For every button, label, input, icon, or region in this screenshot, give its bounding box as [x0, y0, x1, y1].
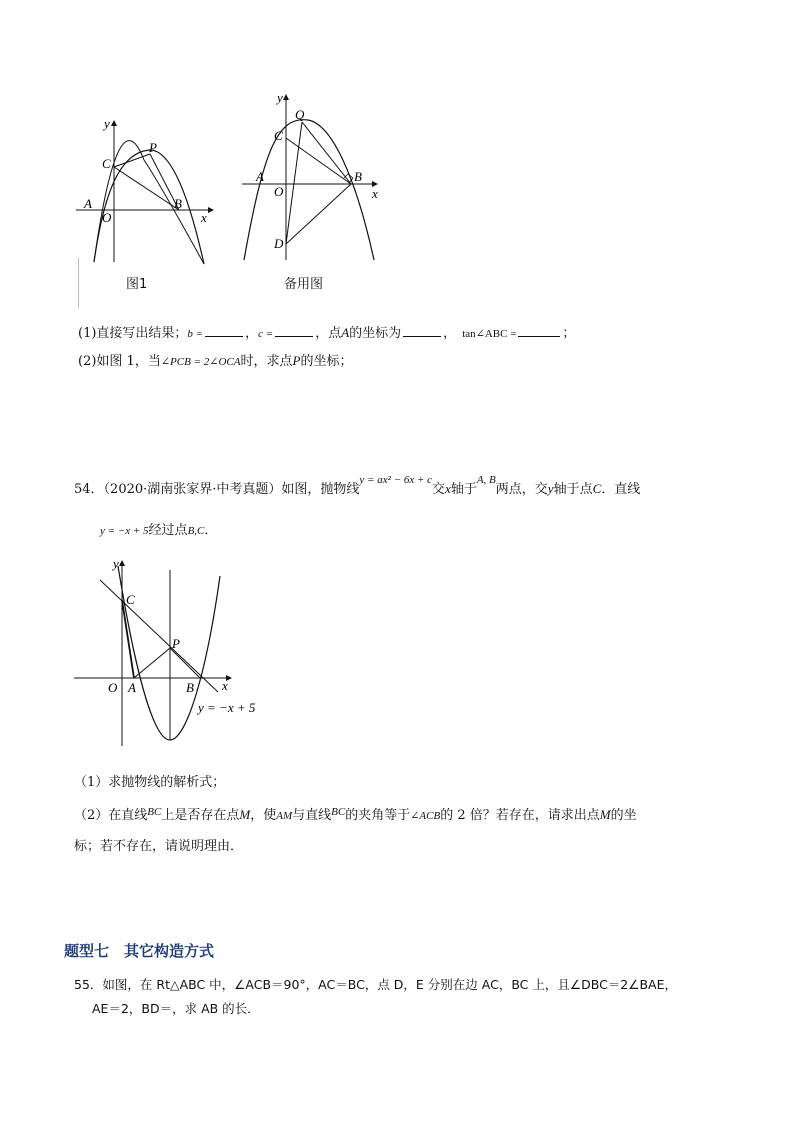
q54-y: y	[547, 481, 554, 496]
q54-p2-g: 的坐	[610, 808, 637, 823]
q54-fig-y: y	[113, 556, 119, 571]
q53-condition: ∠PCB = 2∠OCA	[160, 356, 241, 368]
q54-t1: 交	[432, 482, 446, 497]
q54-number: 54．	[74, 482, 104, 497]
fig2-label-x: x	[372, 186, 378, 201]
q54-p2-f: 的 2 倍？若存在，请求出点	[440, 808, 600, 823]
q53-c-label: c =	[258, 328, 274, 340]
left-margin-bar	[78, 258, 79, 308]
q54-fig-x: x	[222, 678, 228, 693]
fig1-label-c: C	[102, 156, 111, 171]
fig1-label-o: O	[102, 210, 112, 225]
q53-point-p: P	[292, 353, 301, 368]
q54-x: x	[445, 481, 451, 496]
q54-fig-c: C	[126, 592, 135, 607]
q54-p2-e: 的夹角等于	[345, 808, 411, 823]
fig2-label-a: A	[256, 169, 264, 184]
q54-line2	[100, 522, 217, 540]
blank-tan[interactable]	[518, 324, 560, 337]
q54-t2: 轴于	[450, 482, 477, 497]
q54-part2-line2: 标；若不存在，请说明理由．	[74, 839, 244, 854]
q53-part1-prefix: (1)直接写出结果；	[78, 326, 188, 341]
q53-mid: 的坐标为	[349, 326, 402, 341]
q53-part2-prefix: (2)如图 1，当	[78, 354, 161, 369]
fig2-label-b: B	[354, 169, 362, 184]
q54-part1: （1）求抛物线的解析式；	[74, 775, 226, 790]
q54-fig-a: A	[128, 680, 136, 695]
q54-t4: 轴于点	[553, 482, 593, 497]
fig1-label-y: y	[104, 116, 110, 131]
q53-sep2: ，点	[315, 326, 342, 341]
q54-p2-c: ，使	[250, 808, 277, 823]
q54-t5: ．直线	[601, 482, 641, 497]
q54-p2-bc1: BC	[147, 806, 162, 818]
q54-fig-line: y = −x + 5	[198, 700, 256, 715]
q54-ab: A, B	[476, 474, 496, 486]
q53-sep3: ，	[443, 326, 457, 341]
q55-line2: AE＝2，BD＝，求 AB 的长．	[92, 1001, 260, 1016]
blank-a-coord[interactable]	[403, 324, 441, 337]
q54-p2-bc2: BC	[331, 806, 346, 818]
fig1-label-b: B	[174, 196, 182, 211]
fig2-label-d: D	[274, 236, 284, 251]
q53-end: ；	[562, 326, 576, 341]
q54-p2-m2: M	[599, 807, 611, 822]
fig1-label-a: A	[84, 196, 92, 211]
q54-fig-p: P	[172, 636, 180, 651]
q53-sep1: ，	[245, 326, 259, 341]
fig2-label-y: y	[277, 90, 283, 105]
fig1-label-x: x	[201, 210, 207, 225]
blank-c[interactable]	[275, 324, 313, 337]
q53-b-label: b =	[187, 328, 204, 340]
fig2-label-c: C	[274, 128, 283, 143]
q54-equation: y = ax² − 6x + c	[359, 474, 433, 486]
fig2-caption-text: 备用图	[284, 277, 324, 292]
q54-p2-am: AM	[276, 810, 293, 822]
q54-p2-b: 上是否存在点	[161, 808, 240, 823]
q53-part1	[78, 324, 575, 343]
q53-point-a: A	[341, 325, 350, 340]
q54-t7: ．	[204, 523, 218, 538]
section-title: 题型七 其它构造方式	[64, 942, 215, 960]
q54-t6: 经过点	[148, 523, 188, 538]
q54-c: C	[592, 481, 602, 496]
q54-p2-a: （2）在直线	[74, 808, 148, 823]
q54-line1	[74, 474, 641, 499]
fig2-label-o: O	[274, 184, 284, 199]
q54-part2-line1	[74, 806, 637, 825]
fig1-label-p: P	[149, 140, 157, 155]
figure-1	[70, 112, 230, 270]
q54-bc: B,C	[187, 525, 205, 537]
q53-part2-end: 的坐标；	[300, 354, 353, 369]
figure-2	[236, 88, 396, 268]
blank-b[interactable]	[205, 324, 243, 337]
fig2-label-q: Q	[295, 107, 305, 122]
q54-p2-angle: ∠ACB	[410, 810, 441, 822]
q54-t3: 两点，交	[495, 482, 548, 497]
q53-tan-label: tan∠ABC =	[462, 328, 517, 340]
q54-p2-m1: M	[239, 807, 251, 822]
q55-line1: 55．如图，在 Rt△ABC 中，∠ACB＝90°，AC＝BC，点 D，E 分别在边 AC，BC 上，且∠DBC＝2∠BAE，	[74, 977, 677, 992]
fig1-caption-text: 图1	[126, 277, 148, 292]
q54-fig-o: O	[108, 680, 118, 695]
q54-fig-b: B	[186, 680, 194, 695]
q53-part2	[78, 352, 352, 371]
q54-p2-d: 与直线	[292, 808, 332, 823]
q54-line-eq: y = −x + 5	[100, 525, 149, 537]
q53-part2-suffix: 时，求点	[240, 354, 293, 369]
q54-source: （2020·湖南张家界·中考真题）如图，抛物线	[103, 482, 360, 497]
q54-figure	[66, 556, 266, 752]
